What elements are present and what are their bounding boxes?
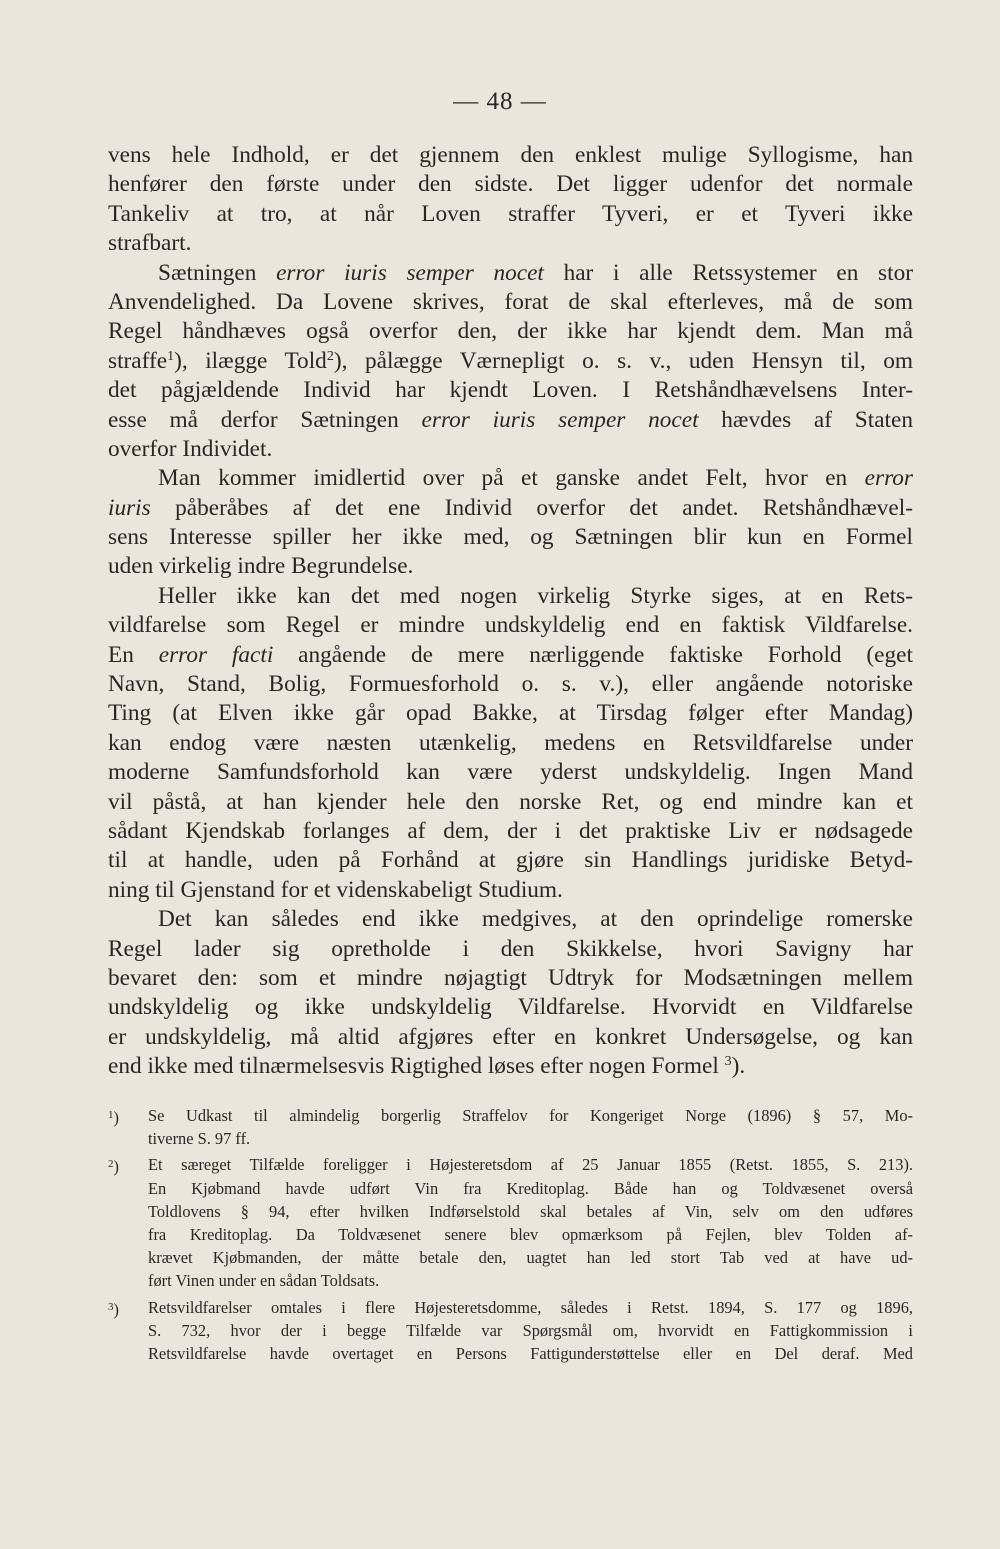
footnote-line: fra Kreditoplag. Da Toldvæsenet senere blev opmærksom på Fejlen, blev Tolden af- xyxy=(148,1224,913,1244)
text-line: Navn, Stand, Bolig, Formuesforhold o. s. v.), eller angående notoriske xyxy=(108,671,913,698)
footnote-line: Toldlovens § 94, efter hvilken Indførselstold skal betales af Vin, selv om den udføres xyxy=(148,1201,913,1221)
latin-phrase: error xyxy=(864,465,913,492)
footnote-ref: 1 xyxy=(167,348,175,364)
text-run: angående de mere nærliggende faktiske Forhold (eget xyxy=(273,641,913,668)
text-line: uden virkelig indre Begrundelse. xyxy=(108,553,414,580)
footnote-line: En Kjøbmand havde udført Vin fra Kreditoplag. Både han og Toldvæsenet overså xyxy=(148,1178,913,1198)
latin-phrase: error iuris semper nocet xyxy=(421,406,699,433)
text-run: påberåbes af det ene Individ overfor det andet. Retshåndhævel- xyxy=(150,494,913,521)
text-line: overfor Individet. xyxy=(108,435,273,462)
footnote-line: ført Vinen under en sådan Toldsats. xyxy=(148,1271,380,1291)
text-line: bevaret den: som et mindre nøjagtigt Udtryk for Modsætningen mellem xyxy=(108,964,913,991)
footnote-number: 3 xyxy=(108,1300,114,1313)
footnote-line: Retsvildfarelser omtales i flere Højesteretsdomme, således i Retst. 1894, S. 177 og 1896, xyxy=(148,1297,913,1317)
page-number: — 48 — xyxy=(453,88,547,115)
footnote-line: krævet Kjøbmanden, der måtte betale den, uagtet han led stort Tab ved at have ud- xyxy=(148,1248,913,1268)
text-line: henfører den første under den sidste. Det ligger udenfor det normale xyxy=(108,171,913,198)
text-run: ), pålægge Værnepligt o. s. v., uden Hensyn til, om xyxy=(333,347,913,374)
footnote-number: 2 xyxy=(108,1158,114,1171)
text-line: vil påstå, at han kjender hele den norske Ret, og end mindre kan et xyxy=(108,788,913,815)
text-run: Sætningen xyxy=(158,259,277,286)
footnote-ref: 2 xyxy=(326,348,334,364)
text-line: Ting (at Elven ikke går opad Bakke, at Tirsdag følger efter Mandag) xyxy=(108,700,913,727)
footnote-mark: $^3$) xyxy=(108,1299,119,1319)
text-run: har i alle Retssystemer en stor xyxy=(543,259,913,286)
latin-phrase: iuris xyxy=(108,494,151,521)
text-line xyxy=(108,641,913,670)
footnote xyxy=(108,1104,913,1150)
text-line: Det kan således end ikke medgives, at den oprindelige romerske xyxy=(158,906,913,933)
text-line: undskyldelig og ikke undskyldelig Vildfarelse. Hvorvidt en Vildfarelse xyxy=(108,994,913,1021)
footnote-mark: $^1$) xyxy=(108,1108,119,1127)
text-run: esse må derfor Sætningen xyxy=(108,406,422,433)
text-line: til at handle, uden på Forhånd at gjøre sin Handlings juridiske Betyd- xyxy=(108,847,913,874)
body-text xyxy=(108,141,913,1082)
footnote-line: Retsvildfarelse havde overtaget en Persons Fattigunderstøttelse eller en Del deraf. Med xyxy=(148,1343,913,1363)
latin-phrase: error iuris semper nocet xyxy=(276,259,544,286)
text-run: ). xyxy=(731,1053,746,1080)
text-line: Regel lader sig opretholde i den Skikkelse, hvori Savigny har xyxy=(108,935,913,962)
footnote-ref: 3 xyxy=(724,1054,732,1070)
text-line: moderne Samfundsforhold kan være yderst undskyldelig. Ingen Mand xyxy=(108,759,913,786)
footnote-mark: $^2$) xyxy=(108,1157,119,1177)
footnote xyxy=(108,1153,913,1292)
text-line: ning til Gjenstand for et videnskabeligt Studium. xyxy=(108,876,563,903)
text-line xyxy=(108,1052,913,1081)
text-line: Regel håndhæves også overfor den, der ikke har kjendt dem. Man må xyxy=(108,318,913,345)
text-line: Heller ikke kan det med nogen virkelig Styrke siges, at en Rets- xyxy=(158,582,913,609)
text-line: vens hele Indhold, er det gjennem den enklest mulige Syllogisme, han xyxy=(108,142,913,168)
text-run: En xyxy=(108,641,159,668)
text-line: kan endog være næsten utænkelig, medens en Retsvildfarelse under xyxy=(108,729,913,756)
text-line: er undskyldelig, må altid afgjøres efter en konkret Undersøgelse, og kan xyxy=(108,1023,913,1050)
footnote-line: tiverne S. 97 ff. xyxy=(148,1129,251,1149)
text-line xyxy=(108,259,913,288)
text-run: Man kommer imidlertid over på et ganske andet Felt, hvor en xyxy=(158,465,865,492)
text-line: Anvendelighed. Da Lovene skrives, forat de skal efterleves, må de som xyxy=(108,288,913,315)
text-run: straffe xyxy=(108,347,168,374)
text-run: end ikke med tilnærmelsesvis Rigtighed løses efter nogen Formel xyxy=(108,1053,725,1080)
text-line: det pågjældende Individ har kjendt Loven. I Retshåndhævelsens Inter- xyxy=(108,377,913,404)
text-line xyxy=(108,406,913,435)
footnote-line: Et særeget Tilfælde foreligger i Højesteretsdom af 25 Januar 1855 (Retst. 1855, S. 213). xyxy=(148,1155,913,1175)
footnote xyxy=(108,1296,913,1366)
text-line: strafbart. xyxy=(108,230,192,257)
text-line xyxy=(108,347,913,376)
text-run: hævdes af Staten xyxy=(698,406,913,433)
footnote-number: 1 xyxy=(108,1109,114,1121)
footnote-line: Se Udkast til almindelig borgerlig Straffelov for Kongeriget Norge (1896) § 57, Mo- xyxy=(148,1106,913,1125)
footnotes xyxy=(108,1104,913,1368)
text-line: vildfarelse som Regel er mindre undskyldelig end en faktisk Vildfarelse. xyxy=(108,612,913,639)
text-line xyxy=(108,494,913,523)
text-line: sådant Kjendskab forlanges af dem, der i det praktiske Liv er nødsagede xyxy=(108,817,913,844)
text-line xyxy=(108,464,913,493)
latin-phrase: error facti xyxy=(158,641,274,668)
text-line: Tankeliv at tro, at når Loven straffer Tyveri, er et Tyveri ikke xyxy=(108,200,913,227)
footnote-line: S. 732, hvor der i begge Tilfælde var Spørgsmål om, hvorvidt en Fattigkommission i xyxy=(148,1320,913,1340)
text-line: sens Interesse spiller her ikke med, og Sætningen blir kun en Formel xyxy=(108,524,913,551)
text-run: ), ilægge Told xyxy=(174,347,327,374)
